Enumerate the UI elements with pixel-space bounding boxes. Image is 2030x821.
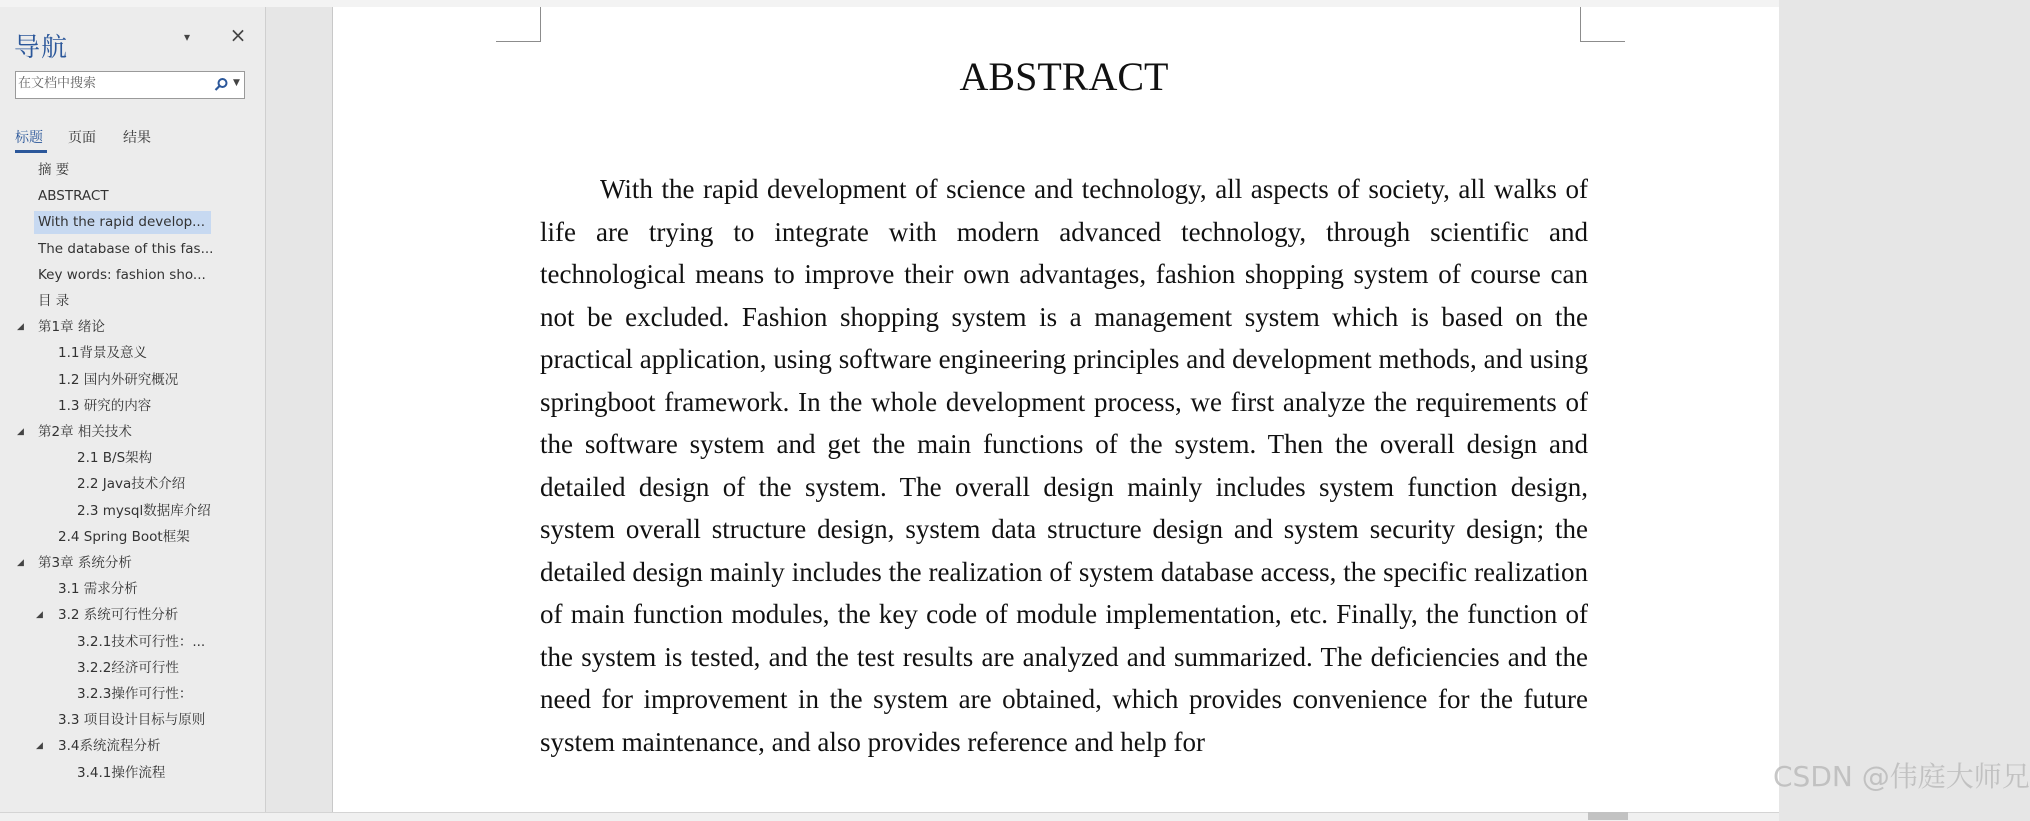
- tab-headings[interactable]: 标题: [15, 130, 43, 146]
- collapse-triangle-icon[interactable]: ◢: [17, 558, 24, 568]
- collapse-triangle-icon[interactable]: ◢: [36, 741, 43, 751]
- search-box: [15, 71, 245, 99]
- outline-item[interactable]: 第1章 绪论: [38, 319, 105, 335]
- outline-item[interactable]: 第3章 系统分析: [38, 555, 132, 571]
- collapse-triangle-icon[interactable]: ◢: [36, 610, 43, 620]
- outline-item[interactable]: 2.1 B/S架构: [77, 450, 153, 466]
- navigation-pane: [0, 7, 266, 812]
- tab-pages[interactable]: 页面: [68, 130, 96, 146]
- outline-item[interactable]: 第2章 相关技术: [38, 424, 132, 440]
- outline-item[interactable]: 目 录: [38, 293, 70, 309]
- pane-options-dropdown-icon[interactable]: ▾: [183, 30, 191, 44]
- crop-mark-left: [496, 7, 541, 42]
- watermark: CSDN @伟庭大师兄: [1773, 760, 2030, 793]
- outline-item[interactable]: 3.4系统流程分析: [58, 738, 161, 754]
- collapse-triangle-icon[interactable]: ◢: [17, 427, 24, 437]
- outline-item[interactable]: 3.4.1操作流程: [77, 765, 166, 781]
- outline-item[interactable]: 3.2 系统可行性分析: [58, 607, 179, 623]
- pane-splitter-area: [266, 7, 333, 812]
- outline-item[interactable]: 1.2 国内外研究概况: [58, 372, 179, 388]
- collapse-triangle-icon[interactable]: ◢: [17, 322, 24, 332]
- outline-item[interactable]: 摘 要: [38, 162, 70, 178]
- nav-pane-title: 导航: [14, 33, 69, 63]
- horizontal-scrollbar[interactable]: [0, 812, 1779, 821]
- close-icon[interactable]: ×: [229, 23, 247, 47]
- outline-item[interactable]: The database of this fas...: [38, 241, 214, 257]
- outline-item[interactable]: ABSTRACT: [38, 188, 109, 204]
- outline-item[interactable]: 3.2.3操作可行性：: [77, 686, 193, 702]
- outline-item[interactable]: 2.3 mysql数据库介绍: [77, 503, 211, 519]
- outline-item[interactable]: 3.3 项目设计目标与原则: [58, 712, 206, 728]
- outline-item[interactable]: 2.2 Java技术介绍: [77, 476, 186, 492]
- document-paragraph: With the rapid development of science and technology, all aspects of society, all walks of life are trying to integrate with modern advanced technology, through scientific and technological means to improve their own advantages, fashion shopping system of course can not be excluded. Fashion shopping system is a management system which is based on the practical application, using software engineering principles and development methods, and using springboot framework. In the whole development process, we first analyze the requirements of the software system and get the main functions of the system. Then the overall design and detailed design of the system. The overall design mainly includes system function design, system overall structure design, system data structure design and system security design; the detailed design mainly includes the realization of system database access, the specific realization of main function modules, the key code of module implementation, etc. Finally, the function of the system is tested, and the test results are analyzed and summarized. The deficiencies and the need for improvement in the system are obtained, which provides convenience for the future system maintenance, and also provides reference and help for: [540, 174, 1588, 757]
- outline-item[interactable]: Key words: fashion sho...: [38, 267, 206, 283]
- search-input[interactable]: [18, 76, 208, 91]
- outline-item[interactable]: 3.1 需求分析: [58, 581, 138, 597]
- tab-results[interactable]: 结果: [123, 130, 151, 146]
- scrollbar-thumb[interactable]: [1588, 812, 1628, 820]
- document-page[interactable]: [333, 7, 2030, 812]
- search-icon[interactable]: [213, 77, 229, 93]
- outline-item[interactable]: 3.2.2经济可行性: [77, 660, 179, 676]
- outline-item[interactable]: 1.1背景及意义: [58, 345, 147, 361]
- outline-item[interactable]: 3.2.1技术可行性：...: [77, 634, 206, 650]
- crop-mark-right: [1580, 7, 1625, 42]
- outline-item[interactable]: With the rapid develop...: [34, 211, 211, 234]
- document-heading: ABSTRACT: [959, 54, 1169, 99]
- outline-item[interactable]: 1.3 研究的内容: [58, 398, 152, 414]
- active-tab-indicator: [15, 150, 47, 153]
- outline-item[interactable]: 2.4 Spring Boot框架: [58, 529, 190, 545]
- search-options-chevron-icon[interactable]: ▼: [233, 78, 240, 88]
